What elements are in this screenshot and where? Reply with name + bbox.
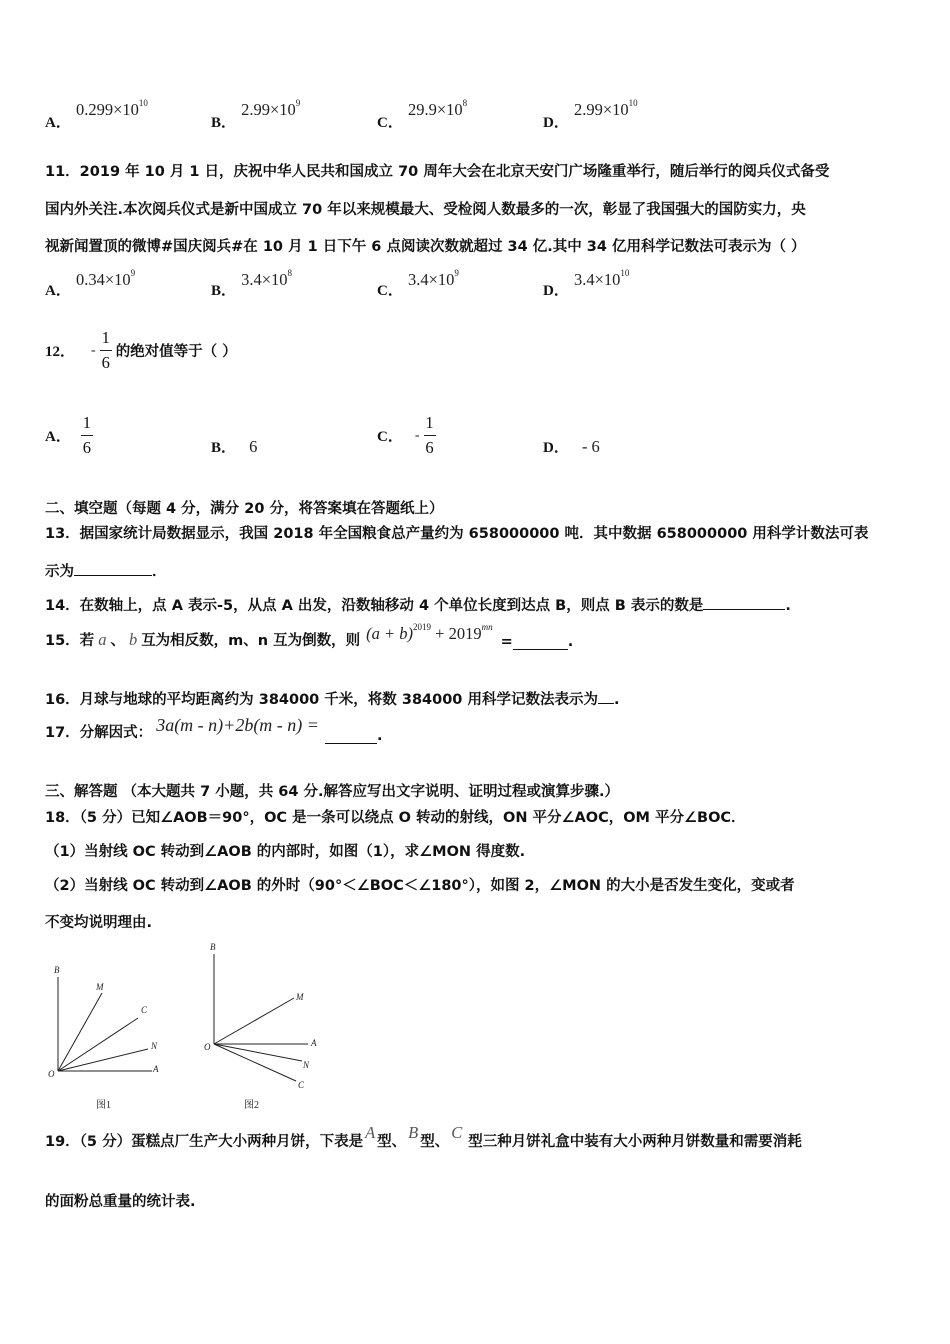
q16: 16．月球与地球的平均距离约为 384000 千米，将数 384000 用科学记数法表示为 . xyxy=(45,692,620,708)
option-label: D． xyxy=(543,283,569,299)
option-label: B． xyxy=(211,440,237,456)
option-label: C． xyxy=(377,283,403,299)
label-b: B xyxy=(210,942,216,952)
q12-option-c[interactable]: C． - $\frac{1}{6}$ xyxy=(377,413,434,457)
fraction: $\frac{1}{6}$ xyxy=(425,413,434,457)
ray-on xyxy=(58,1049,148,1071)
q18-line3: （2）当射线 OC 转动到∠AOB 的外时（90°＜∠BOC＜∠180°），如图 2，∠MON 的大小是否发生变化，变或者 xyxy=(45,878,795,894)
q18-line1: 18．（5 分）已知∠AOB＝90°，OC 是一条可以绕点 O 转动的射线，ON 平分∠AOC，OM 平分∠BOC． xyxy=(45,810,746,826)
ray-om xyxy=(58,993,102,1071)
answer-blank[interactable] xyxy=(325,743,377,744)
answer-blank[interactable] xyxy=(74,575,152,576)
figure-1 xyxy=(40,955,180,1115)
option-label: B． xyxy=(211,115,237,131)
q10-option-b[interactable]: B． $2.99\times 10^9$ xyxy=(211,98,301,131)
option-label: C． xyxy=(377,429,403,445)
q11-option-c[interactable]: C． $3.4\times 10^9$ xyxy=(377,268,459,299)
label-o: O xyxy=(204,1042,211,1052)
figure-2 xyxy=(200,938,340,1115)
q11-option-b[interactable]: B． $3.4\times 10^8$ xyxy=(211,268,293,299)
q11-option-a[interactable]: A． $0.34\times 10^9$ xyxy=(45,268,136,299)
q13-line2: 示为 ． xyxy=(45,564,167,580)
q11-line3: 视新闻置顶的微博#国庆阅兵#在 10 月 1 日下午 6 点阅读次数就超过 34 亿.其中 34 亿用科学记数法可表示为（ ） xyxy=(45,239,806,255)
q19-line1: 19．（5 分）蛋糕点厂生产大小两种月饼，下表是 A 型、 B 型、 C 型三种月饼礼盒中装有大小两种月饼数量和需要消耗 xyxy=(45,1123,802,1150)
q12-option-b[interactable]: B． 6 xyxy=(211,437,258,456)
label-n: N xyxy=(303,1060,310,1070)
option-label: A． xyxy=(45,429,71,445)
q19-line2: 的面粉总重量的统计表. xyxy=(45,1194,196,1210)
q12-text: 的绝对值等于（ ） xyxy=(115,344,237,360)
q10-option-d[interactable]: D． $2.99\times 10^{10}$ xyxy=(543,98,638,131)
answer-blank[interactable] xyxy=(703,609,785,610)
option-label: D． xyxy=(543,440,569,456)
option-label: A． xyxy=(45,283,71,299)
label-c: C xyxy=(298,1080,305,1090)
q12-option-d[interactable]: D． - 6 xyxy=(543,437,600,456)
option-label: A． xyxy=(45,115,71,131)
option-label: C． xyxy=(377,115,403,131)
label-c: C xyxy=(141,1005,148,1015)
q12-option-a[interactable] xyxy=(45,413,93,458)
label-a: A xyxy=(311,1038,317,1048)
ray-oc xyxy=(58,1018,138,1071)
label-n: N xyxy=(151,1041,158,1051)
label-m: M xyxy=(296,992,304,1002)
label-a: A xyxy=(153,1064,159,1074)
q10-option-a[interactable]: A． $0.299\times 10^{10}$ xyxy=(45,98,148,131)
section-3-heading: 三、解答题 （本大题共 7 小题，共 64 分.解答应写出文字说明、证明过程或演算步骤.） xyxy=(45,784,620,800)
q11-line1: 11．2019 年 10 月 1 日，庆祝中华人民共和国成立 70 周年大会在北京天安门广场隆重举行，随后举行的阅兵仪式备受 xyxy=(45,164,830,180)
ray-om xyxy=(214,998,294,1044)
q18-line2: （1）当射线 OC 转动到∠AOB 的内部时，如图（1），求∠MON 得度数. xyxy=(45,844,526,860)
q11-line2: 国内外关注.本次阅兵仪式是新中国成立 70 年以来规模最大、受检阅人数最多的一次，彰显了我国强大的国防实力，央 xyxy=(45,202,806,218)
option-label: D． xyxy=(543,115,569,131)
q17-expression: 3a(m - n)+2b(m - n) = xyxy=(156,715,319,735)
figure-1-caption: 图1 xyxy=(96,1100,111,1111)
ray-on xyxy=(214,1044,302,1061)
q14: 14．在数轴上，点 A 表示-5，从点 A 出发，沿数轴移动 4 个单位长度到达点 B，则点 B 表示的数是 . xyxy=(45,598,791,614)
q18-line4: 不变均说明理由. xyxy=(45,915,153,931)
label-o: O xyxy=(48,1069,55,1079)
q17: 17．分解因式： 3a(m - n)+2b(m - n) = . xyxy=(45,715,383,744)
label-b: B xyxy=(54,965,60,975)
q12-minus: - xyxy=(91,342,96,358)
q12-stem xyxy=(45,328,237,373)
option-label: B． xyxy=(211,283,237,299)
q12-fraction: $\frac{1}{6}$ xyxy=(101,328,110,372)
label-m: M xyxy=(96,982,104,992)
q11-option-d[interactable]: D． $3.4\times 10^{10}$ xyxy=(543,268,630,299)
q13-line1: 13．据国家统计局数据显示，我国 2018 年全国粮食总产量约为 658000000 吨．其中数据 658000000 用科学计数法可表 xyxy=(45,526,869,542)
answer-blank[interactable] xyxy=(598,703,614,704)
section-2-heading: 二、填空题（每题 4 分，满分 20 分，将答案填在答题纸上） xyxy=(45,501,444,517)
q10-option-c[interactable]: C． $29.9\times 10^8$ xyxy=(377,98,468,131)
fraction: $\frac{1}{6}$ xyxy=(82,413,91,457)
figure-2-caption: 图2 xyxy=(244,1100,259,1111)
q15: 15．若 a 、 b 互为相反数，m、n 互为倒数，则 $(a + b)^{2019} + 2019^{mn}$ = . xyxy=(45,622,574,650)
answer-blank[interactable] xyxy=(513,649,568,650)
q12-number: 12． xyxy=(45,344,76,360)
q15-expression: $(a + b)^{2019} + 2019^{mn}$ xyxy=(366,622,493,643)
ray-oc xyxy=(214,1044,296,1081)
